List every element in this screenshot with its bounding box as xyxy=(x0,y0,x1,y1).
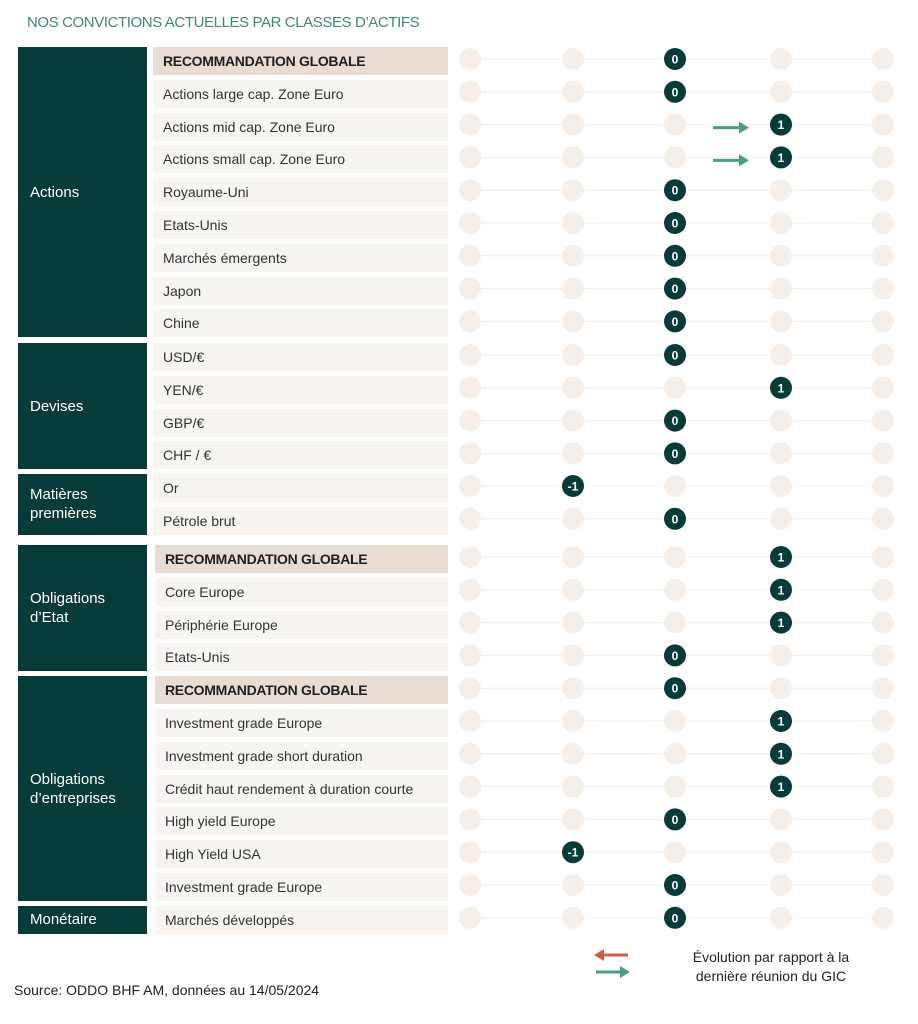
change-arrow-up-icon xyxy=(713,122,749,134)
row-label: High Yield USA xyxy=(155,840,448,868)
scale-dot xyxy=(562,245,584,267)
scale-dot xyxy=(562,579,584,601)
scale-dot xyxy=(872,212,894,234)
scale-dot xyxy=(770,808,792,830)
scale-dot xyxy=(562,377,584,399)
row-label: Marchés émergents xyxy=(153,244,448,272)
conviction-value-label: -1 xyxy=(567,479,579,494)
row-label-global: RECOMMANDATION GLOBALE xyxy=(155,545,448,573)
row-label-global: RECOMMANDATION GLOBALE xyxy=(153,47,448,75)
scale-dot xyxy=(872,179,894,201)
conviction-value-label: 0 xyxy=(671,348,679,363)
scale-dot xyxy=(562,442,584,464)
scale-dot xyxy=(664,377,686,399)
scale-dot xyxy=(562,808,584,830)
scale-dot xyxy=(664,146,686,168)
scale-dot xyxy=(459,212,481,234)
scale-dot xyxy=(770,907,792,929)
scale-dot xyxy=(459,776,481,798)
scale-dot xyxy=(562,874,584,896)
conviction-value-label: 1 xyxy=(777,747,785,762)
row-label: YEN/€ xyxy=(153,376,448,404)
scale-dot xyxy=(872,874,894,896)
scale-dot xyxy=(872,442,894,464)
conviction-value-label: 1 xyxy=(777,150,785,165)
scale-dot xyxy=(770,644,792,666)
scale-dot xyxy=(562,743,584,765)
scale-dot xyxy=(562,114,584,136)
arrow-right-icon xyxy=(596,966,630,978)
scale-dot xyxy=(562,344,584,366)
change-arrow-head xyxy=(739,154,749,166)
scale-dot xyxy=(872,48,894,70)
scale-dot xyxy=(770,81,792,103)
conviction-value-label: 0 xyxy=(671,681,679,696)
scale-dot xyxy=(459,310,481,332)
conviction-value-label: 0 xyxy=(671,512,679,527)
conviction-value-label: 0 xyxy=(671,812,679,827)
scale-dot xyxy=(770,475,792,497)
row-label: Pétrole brut xyxy=(153,507,448,535)
scale-dot xyxy=(664,841,686,863)
scale-dot xyxy=(459,377,481,399)
row-label: Investment grade Europe xyxy=(155,709,448,737)
conviction-value-label: 1 xyxy=(777,381,785,396)
scale-dot xyxy=(459,344,481,366)
conviction-value-label: 0 xyxy=(671,446,679,461)
source-note: Source: ODDO BHF AM, données au 14/05/2024 xyxy=(14,982,320,998)
scale-dot xyxy=(770,278,792,300)
scale-dot xyxy=(562,677,584,699)
scale-dot xyxy=(562,612,584,634)
scale-dot xyxy=(562,278,584,300)
scale-dot xyxy=(664,743,686,765)
change-arrow-up-icon xyxy=(713,154,749,166)
scale-dot xyxy=(459,874,481,896)
scale-dot xyxy=(664,579,686,601)
scale-dot xyxy=(770,841,792,863)
conviction-value-label: 1 xyxy=(777,616,785,631)
scale-dot xyxy=(562,212,584,234)
category-3: Obligations d’Etat xyxy=(18,545,147,671)
scale-dot xyxy=(459,808,481,830)
row-label: Etats-Unis xyxy=(155,643,448,671)
category-5: Monétaire xyxy=(18,906,147,934)
conviction-value-label: 0 xyxy=(671,414,679,429)
scale-dot xyxy=(664,114,686,136)
scale-dot xyxy=(562,310,584,332)
scale-dot xyxy=(872,841,894,863)
conviction-value-label: 0 xyxy=(671,183,679,198)
scale-dot xyxy=(664,475,686,497)
scale-dot xyxy=(770,344,792,366)
scale-dot xyxy=(562,907,584,929)
scale-dot xyxy=(459,245,481,267)
scale-dot xyxy=(770,442,792,464)
category-0: Actions xyxy=(18,47,147,337)
conviction-value-label: 1 xyxy=(777,550,785,565)
scale-dot xyxy=(562,81,584,103)
scale-dot xyxy=(459,743,481,765)
arrow-left-icon xyxy=(594,949,628,961)
legend-down-head xyxy=(594,949,604,961)
conviction-value-label: 0 xyxy=(671,878,679,893)
scale-dot xyxy=(459,410,481,432)
scale-dot xyxy=(459,907,481,929)
scale-dot xyxy=(770,310,792,332)
conviction-value-label: 1 xyxy=(777,118,785,133)
scale-dot xyxy=(872,344,894,366)
row-label: Japon xyxy=(153,277,448,305)
scale-dot xyxy=(459,579,481,601)
scale-dot xyxy=(872,508,894,530)
scale-dot xyxy=(872,310,894,332)
scale-dot xyxy=(459,475,481,497)
scale-dot xyxy=(872,808,894,830)
scale-dot xyxy=(872,907,894,929)
row-label: Périphérie Europe xyxy=(155,611,448,639)
scale-dot xyxy=(770,48,792,70)
conviction-value-label: 1 xyxy=(777,583,785,598)
row-label: Actions large cap. Zone Euro xyxy=(153,80,448,108)
conviction-value-label: 0 xyxy=(671,282,679,297)
scale-dot xyxy=(770,874,792,896)
scale-dot xyxy=(562,410,584,432)
row-label: USD/€ xyxy=(153,343,448,371)
category-4: Obligations d’entreprises xyxy=(18,676,147,901)
scale-dot xyxy=(459,677,481,699)
scale-dot xyxy=(459,146,481,168)
scale-dot xyxy=(872,245,894,267)
scale-dot xyxy=(770,245,792,267)
conviction-value-label: 1 xyxy=(777,714,785,729)
conviction-value-label: 0 xyxy=(671,911,679,926)
conviction-value-label: 0 xyxy=(671,314,679,329)
scale-dot xyxy=(872,377,894,399)
change-arrow-head xyxy=(739,122,749,134)
row-label: Or xyxy=(153,474,448,502)
row-label: Chine xyxy=(153,309,448,337)
legend-text: Évolution par rapport à la dernière réunion du GIC xyxy=(692,949,850,984)
row-label: Core Europe xyxy=(155,578,448,606)
scale-dot xyxy=(770,212,792,234)
conviction-value-label: 0 xyxy=(671,648,679,663)
scale-dot xyxy=(562,644,584,666)
row-label-global: RECOMMANDATION GLOBALE xyxy=(155,676,448,704)
scale-dot xyxy=(872,114,894,136)
scale-dot xyxy=(872,644,894,666)
conviction-value-label: 0 xyxy=(671,52,679,67)
scale-dot xyxy=(459,612,481,634)
scale-dot xyxy=(872,146,894,168)
scale-dot xyxy=(459,508,481,530)
row-label: Investment grade short duration xyxy=(155,742,448,770)
scale-dot xyxy=(562,710,584,732)
scale-dot xyxy=(664,776,686,798)
legend-up-head xyxy=(620,966,630,978)
scale-dot xyxy=(770,179,792,201)
scale-dot xyxy=(459,81,481,103)
conviction-value-label: 1 xyxy=(777,780,785,795)
scale-dot xyxy=(459,710,481,732)
row-label: High yield Europe xyxy=(155,807,448,835)
row-label: GBP/€ xyxy=(153,409,448,437)
scale-dot xyxy=(872,81,894,103)
row-label: Marchés développés xyxy=(155,906,448,934)
scale-dot xyxy=(770,677,792,699)
conviction-value-label: 0 xyxy=(671,216,679,231)
category-2: Matières premières xyxy=(18,474,147,535)
scale-dot xyxy=(562,48,584,70)
scale-dot xyxy=(459,278,481,300)
row-label: Crédit haut rendement à duration courte xyxy=(155,775,448,803)
row-label: CHF / € xyxy=(153,441,448,469)
row-label: Investment grade Europe xyxy=(155,873,448,901)
scale-dot xyxy=(562,776,584,798)
scale-dot xyxy=(872,579,894,601)
scale-dot xyxy=(664,612,686,634)
row-label: Royaume-Uni xyxy=(153,178,448,206)
scale-dot xyxy=(872,475,894,497)
scale-dot xyxy=(459,546,481,568)
scale-dot xyxy=(562,146,584,168)
scale-dot xyxy=(562,546,584,568)
chart-title: NOS CONVICTIONS ACTUELLES PAR CLASSES D’ACTIFS xyxy=(27,14,420,31)
scale-dot xyxy=(562,179,584,201)
scale-dot xyxy=(459,179,481,201)
scale-dot xyxy=(770,508,792,530)
category-1: Devises xyxy=(18,343,147,469)
scale-dot xyxy=(872,278,894,300)
scale-dot xyxy=(459,48,481,70)
scale-dot xyxy=(872,710,894,732)
scale-dot xyxy=(459,644,481,666)
conviction-value-label: -1 xyxy=(567,845,579,860)
scale-dot xyxy=(459,841,481,863)
scale-dot xyxy=(872,410,894,432)
scale-dot xyxy=(770,410,792,432)
scale-dot xyxy=(872,612,894,634)
scale-dot xyxy=(664,710,686,732)
scale-dot xyxy=(872,776,894,798)
row-label: Etats-Unis xyxy=(153,211,448,239)
legend-arrows xyxy=(590,945,640,985)
scale-dot xyxy=(562,508,584,530)
conviction-value-label: 0 xyxy=(671,85,679,100)
scale-dot xyxy=(872,743,894,765)
row-label: Actions mid cap. Zone Euro xyxy=(153,113,448,141)
scale-dot xyxy=(459,114,481,136)
scale-dot xyxy=(872,677,894,699)
row-label: Actions small cap. Zone Euro xyxy=(153,145,448,173)
conviction-value-label: 0 xyxy=(671,249,679,264)
scale-dot xyxy=(664,546,686,568)
scale-dot xyxy=(872,546,894,568)
scale-dot xyxy=(459,442,481,464)
